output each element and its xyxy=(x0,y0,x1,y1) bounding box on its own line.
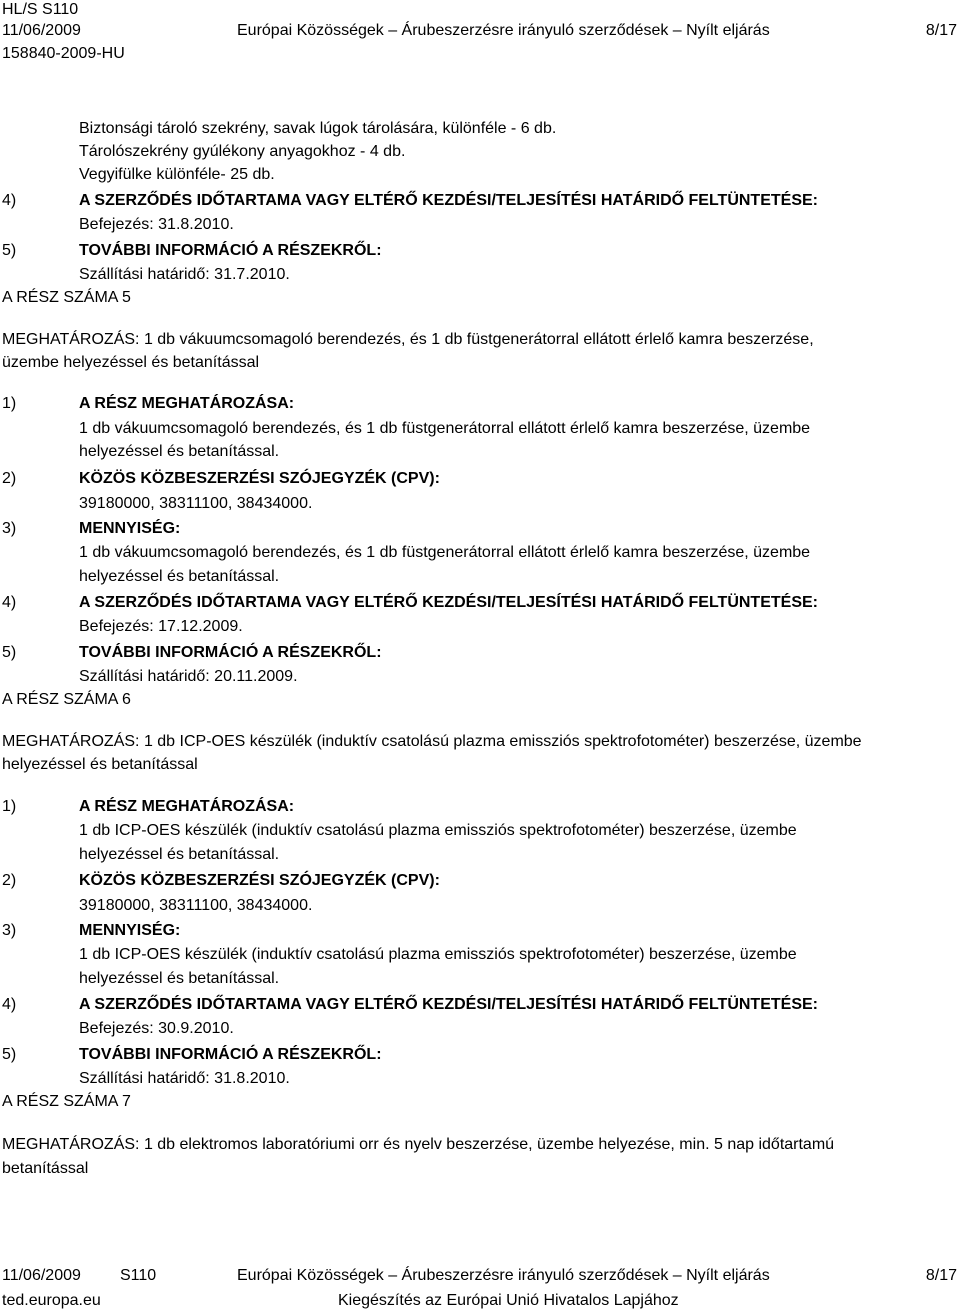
item-number: 1) xyxy=(2,395,17,412)
item-number: 5) xyxy=(2,644,17,661)
item-label-quantity: MENNYISÉG: xyxy=(79,922,181,939)
header-series: HL/S S110 xyxy=(2,1,79,18)
page-footer xyxy=(0,1266,960,1311)
header-date: 11/06/2009 xyxy=(2,22,81,39)
item-label-part-definition: A RÉSZ MEGHATÁROZÁSA: xyxy=(79,395,295,412)
item-value-line-2: helyezéssel és betanítással. xyxy=(79,568,280,585)
item-number: 5) xyxy=(2,1046,17,1063)
item-label-duration: A SZERZŐDÉS IDŐTARTAMA VAGY ELTÉRŐ KEZDÉSI/TELJESÍTÉSI HATÁRIDŐ FELTÜNTETÉSE: xyxy=(79,996,818,1013)
item-value-line-1: 1 db ICP-OES készülék (induktív csatolású plazma emissziós spektrofotométer) beszerzése, üzembe xyxy=(79,822,797,839)
part-title-5: A RÉSZ SZÁMA 5 xyxy=(2,289,131,306)
item-value-duration: Befejezés: 31.8.2010. xyxy=(79,216,234,233)
item-label-quantity: MENNYISÉG: xyxy=(79,520,181,537)
item-label-duration: A SZERZŐDÉS IDŐTARTAMA VAGY ELTÉRŐ KEZDÉSI/TELJESÍTÉSI HATÁRIDŐ FELTÜNTETÉSE: xyxy=(79,594,818,611)
item-value-line-1: 1 db ICP-OES készülék (induktív csatolású plazma emissziós spektrofotométer) beszerzése, üzembe xyxy=(79,946,797,963)
footer-title: Európai Közösségek – Árubeszerzésre irányuló szerződések – Nyílt eljárás xyxy=(237,1267,770,1284)
item-label-info: TOVÁBBI INFORMÁCIÓ A RÉSZEKRŐL: xyxy=(79,1046,382,1063)
part5-definition-line-1: MEGHATÁROZÁS: 1 db vákuumcsomagoló berendezés, és 1 db füstgenerátorral ellátott érlelő kamra beszerzése, xyxy=(2,331,814,348)
part5-definition-line-2: üzembe helyezéssel és betanítással xyxy=(2,354,260,371)
header-title: Európai Közösségek – Árubeszerzésre irányuló szerződések – Nyílt eljárás xyxy=(237,22,770,39)
item-number: 4) xyxy=(2,996,17,1013)
item-value-info: Szállítási határidő: 31.7.2010. xyxy=(79,266,290,283)
footer-page-number: 8/17 xyxy=(925,1267,957,1284)
part6-definition-line-2: helyezéssel és betanítással xyxy=(2,756,198,773)
footer-supplement: Kiegészítés az Európai Unió Hivatalos Lapjához xyxy=(338,1292,679,1309)
intro-line-2: Tárolószekrény gyúlékony anyagokhoz - 4 db. xyxy=(79,143,406,160)
part-title-6: A RÉSZ SZÁMA 6 xyxy=(2,691,131,708)
item-value-info: Szállítási határidő: 31.8.2010. xyxy=(79,1070,290,1087)
item-number: 2) xyxy=(2,872,17,889)
part6-definition-line-1: MEGHATÁROZÁS: 1 db ICP-OES készülék (induktív csatolású plazma emissziós spektrofotométer) beszerzése, üzembe xyxy=(2,733,862,750)
item-number: 4) xyxy=(2,192,17,209)
item-value-line-2: helyezéssel és betanítással. xyxy=(79,443,280,460)
item-label-cpv: KÖZÖS KÖZBESZERZÉSI SZÓJEGYZÉK (CPV): xyxy=(79,470,440,487)
item-value-line-2: helyezéssel és betanítással. xyxy=(79,846,280,863)
item-number: 4) xyxy=(2,594,17,611)
item-number: 3) xyxy=(2,520,17,537)
header-doc-id: 158840-2009-HU xyxy=(2,45,125,62)
item-value-cpv: 39180000, 38311100, 38434000. xyxy=(79,495,313,512)
footer-series: S110 xyxy=(120,1267,157,1284)
intro-line-3: Vegyifülke különféle- 25 db. xyxy=(79,166,275,183)
part7-definition-line-1: MEGHATÁROZÁS: 1 db elektromos laboratóriumi orr és nyelv beszerzése, üzembe helyezése, min. 5 nap időtartamú xyxy=(2,1136,835,1153)
item-label-cpv: KÖZÖS KÖZBESZERZÉSI SZÓJEGYZÉK (CPV): xyxy=(79,872,440,889)
page-header xyxy=(0,0,960,70)
part-title-7: A RÉSZ SZÁMA 7 xyxy=(2,1093,131,1110)
item-label-info: TOVÁBBI INFORMÁCIÓ A RÉSZEKRŐL: xyxy=(79,644,382,661)
item-value-cpv: 39180000, 38311100, 38434000. xyxy=(79,897,313,914)
item-number: 5) xyxy=(2,242,17,259)
footer-date: 11/06/2009 xyxy=(2,1267,81,1284)
item-label-info: TOVÁBBI INFORMÁCIÓ A RÉSZEKRŐL: xyxy=(79,242,382,259)
item-value-line-2: helyezéssel és betanítással. xyxy=(79,970,280,987)
header-page-number: 8/17 xyxy=(925,22,957,39)
item-value-line-1: 1 db vákuumcsomagoló berendezés, és 1 db füstgenerátorral ellátott érlelő kamra beszerzése, üzembe xyxy=(79,420,811,437)
item-label-part-definition: A RÉSZ MEGHATÁROZÁSA: xyxy=(79,798,295,815)
item-value-duration: Befejezés: 17.12.2009. xyxy=(79,618,243,635)
intro-line-1: Biztonsági tároló szekrény, savak lúgok tárolására, különféle - 6 db. xyxy=(79,120,557,137)
item-value-line-1: 1 db vákuumcsomagoló berendezés, és 1 db füstgenerátorral ellátott érlelő kamra beszerzése, üzembe xyxy=(79,544,811,561)
part7-definition-line-2: betanítással xyxy=(2,1160,89,1177)
item-number: 3) xyxy=(2,922,17,939)
footer-site-link[interactable]: ted.europa.eu xyxy=(2,1292,101,1309)
item-label-duration: A SZERZŐDÉS IDŐTARTAMA VAGY ELTÉRŐ KEZDÉSI/TELJESÍTÉSI HATÁRIDŐ FELTÜNTETÉSE: xyxy=(79,192,818,209)
item-value-info: Szállítási határidő: 20.11.2009. xyxy=(79,668,298,685)
item-number: 2) xyxy=(2,470,17,487)
item-value-duration: Befejezés: 30.9.2010. xyxy=(79,1020,234,1037)
item-number: 1) xyxy=(2,798,17,815)
